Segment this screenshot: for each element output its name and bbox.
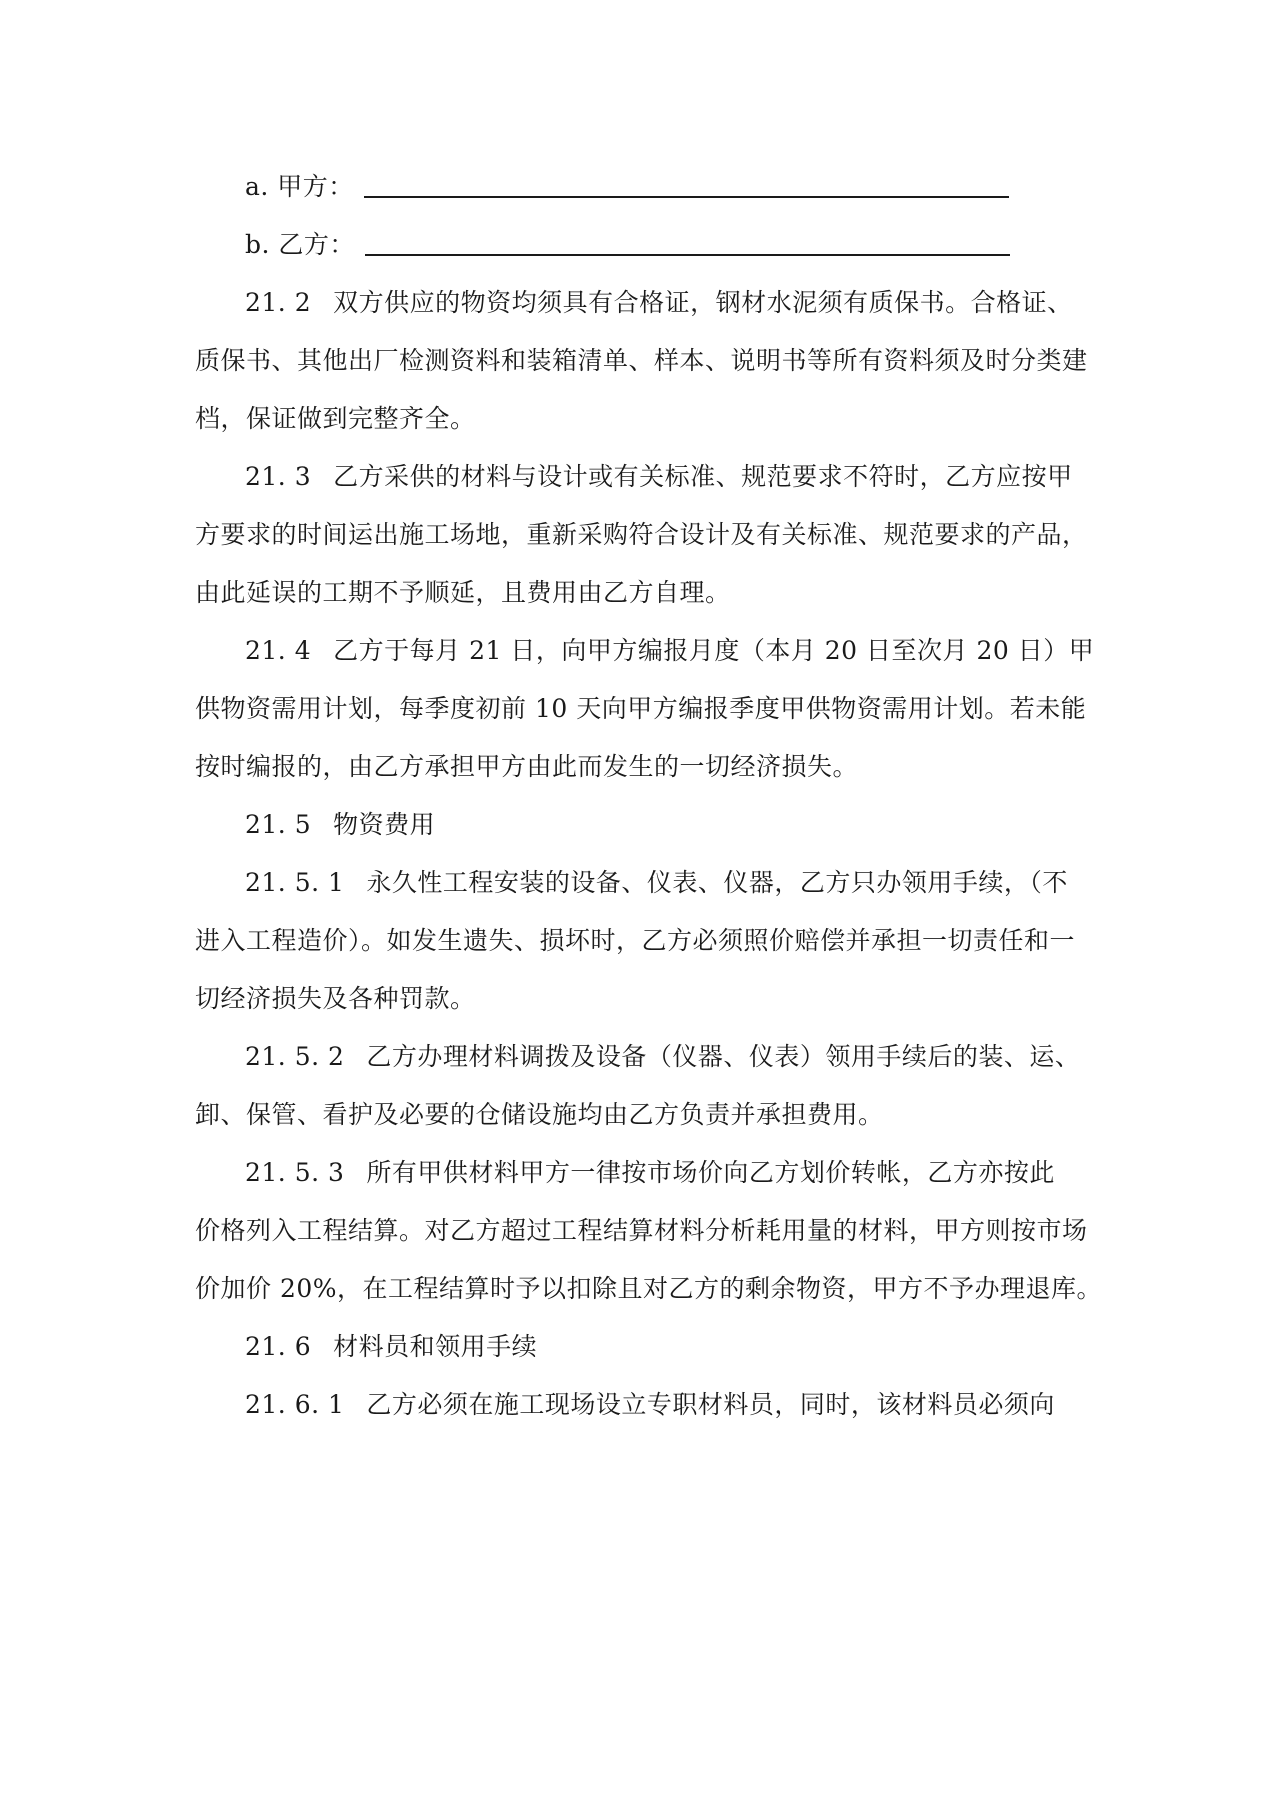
clause-21-5-2-line-2: 卸、保管、看护及必要的仓储设施均由乙方负责并承担费用。 (195, 1100, 884, 1129)
clause-number: 21. 4 (245, 636, 312, 665)
party-b-blank[interactable] (365, 254, 1010, 256)
clause-21-5-3-line-2: 价格列入工程结算。对乙方超过工程结算材料分析耗用量的材料，甲方则按市场 (195, 1216, 1088, 1245)
clause-number: 21. 2 (245, 288, 312, 317)
clause-21-4-line-2: 供物资需用计划，每季度初前 10 天向甲方编报季度甲供物资需用计划。若未能 (195, 694, 1087, 723)
clause-21-5-2-line-1 (195, 1028, 1095, 1086)
clause-text: 乙方采供的材料与设计或有关标准、规范要求不符时，乙方应按甲 (333, 462, 1073, 491)
clause-21-4-line-3: 按时编报的，由乙方承担甲方由此而发生的一切经济损失。 (195, 752, 859, 781)
clause-number: 21. 6. 1 (245, 1390, 345, 1419)
clause-21-5-3-line-1 (195, 1144, 1095, 1202)
clause-21-3-line-3: 由此延误的工期不予顺延，且费用由乙方自理。 (195, 578, 731, 607)
clause-text: 双方供应的物资均须具有合格证，钢材水泥须有质保书。合格证、 (333, 288, 1073, 317)
clause-21-2-line-1 (195, 274, 1095, 332)
clause-text: 物资费用 (333, 810, 436, 839)
clause-21-5-1-line-1 (195, 854, 1095, 912)
clause-21-5-1-line-2: 进入工程造价）。如发生遗失、损坏时，乙方必须照价赔偿并承担一切责任和一 (195, 926, 1076, 955)
party-b-label: b. 乙方： (245, 230, 355, 259)
clause-text: 永久性工程安装的设备、仪表、仪器，乙方只办领用手续，（不 (366, 868, 1068, 897)
clause-21-2-line-2: 质保书、其他出厂检测资料和装箱清单、样本、说明书等所有资料须及时分类建 (195, 346, 1088, 375)
clause-text: 乙方于每月 21 日，向甲方编报月度（本月 20 日至次月 20 日）甲 (333, 636, 1095, 665)
clause-text: 乙方办理材料调拨及设备（仪器、仪表）领用手续后的装、运、 (366, 1042, 1081, 1071)
clause-21-6-1-line-1 (195, 1376, 1095, 1434)
party-a-blank[interactable] (364, 196, 1009, 198)
clause-21-6-line-1 (195, 1318, 1095, 1376)
clause-21-5-3-line-3: 价加价 20%，在工程结算时予以扣除且对乙方的剩余物资，甲方不予办理退库。 (195, 1274, 1103, 1303)
clause-number: 21. 3 (245, 462, 312, 491)
clause-text: 乙方必须在施工现场设立专职材料员，同时，该材料员必须向 (366, 1390, 1055, 1419)
party-a-label: a. 甲方： (245, 172, 354, 201)
party-b-signature-line (195, 216, 1095, 274)
document-body (195, 158, 1103, 1434)
clause-21-5-1-line-3: 切经济损失及各种罚款。 (195, 984, 476, 1013)
clause-21-3-line-2: 方要求的时间运出施工场地，重新采购符合设计及有关标准、规范要求的产品， (195, 520, 1088, 549)
clause-number: 21. 6 (245, 1332, 312, 1361)
clause-number: 21. 5. 3 (245, 1158, 345, 1187)
clause-21-5-line-1 (195, 796, 1095, 854)
clause-number: 21. 5. 2 (245, 1042, 345, 1071)
clause-text: 所有甲供材料甲方一律按市场价向乙方划价转帐，乙方亦按此 (366, 1158, 1055, 1187)
clause-21-4-line-1 (195, 622, 1095, 680)
clause-21-2-line-3: 档，保证做到完整齐全。 (195, 404, 476, 433)
clause-number: 21. 5 (245, 810, 312, 839)
clause-text: 材料员和领用手续 (333, 1332, 538, 1361)
clause-number: 21. 5. 1 (245, 868, 345, 897)
clause-21-3-line-1 (195, 448, 1095, 506)
party-a-signature-line (195, 158, 1095, 216)
